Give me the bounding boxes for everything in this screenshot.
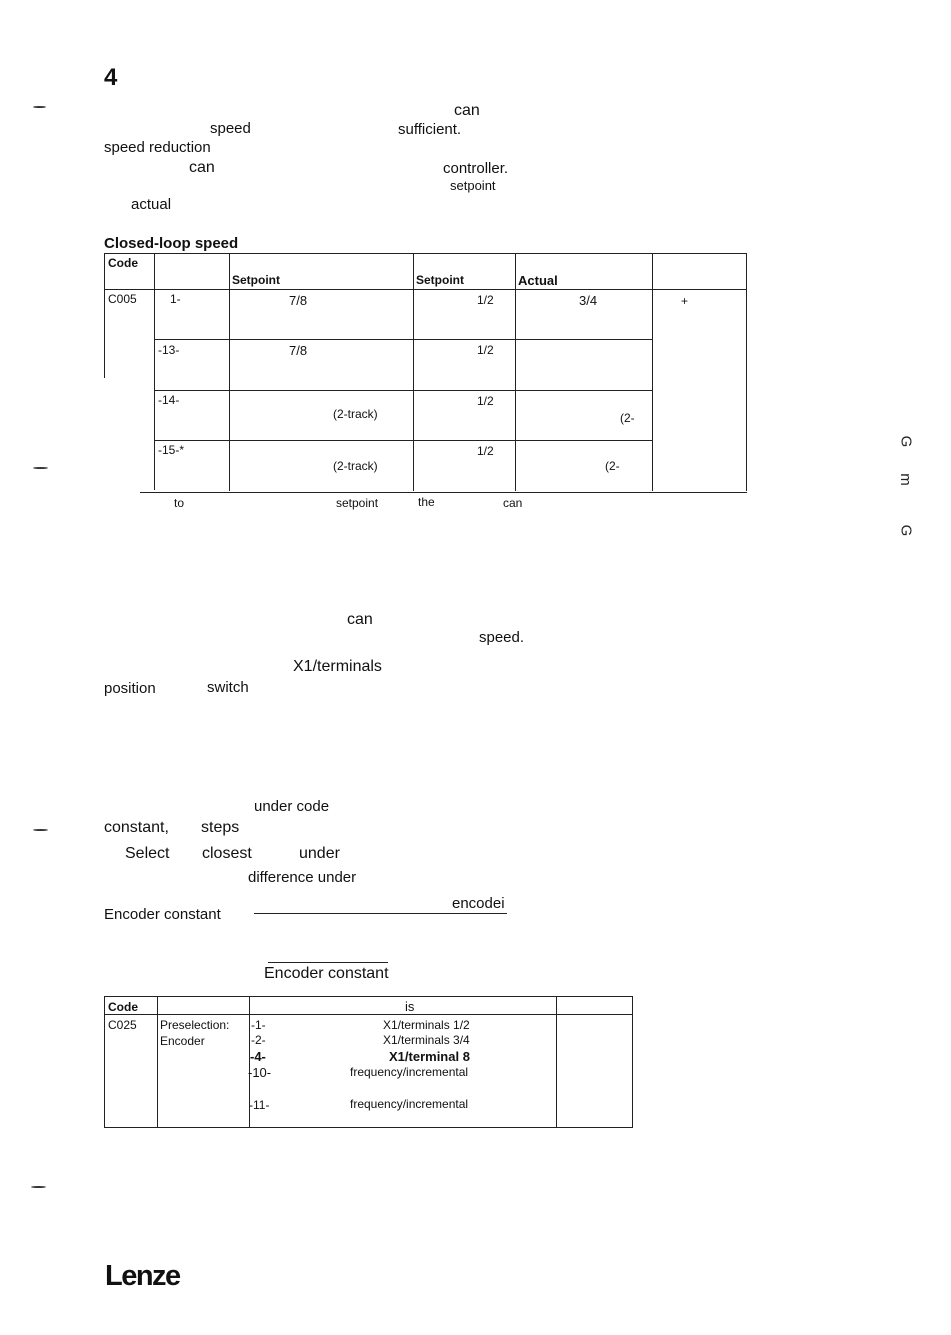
text-fragment: under (299, 845, 340, 862)
fraction-line (254, 913, 507, 914)
header-code: Code (108, 1000, 138, 1014)
header-is: is (405, 999, 415, 1014)
option-desc: X1/terminals 1/2 (383, 1018, 470, 1032)
cell: 7/8 (289, 293, 308, 308)
text-fragment: speed reduction (104, 139, 211, 156)
cell: (2-track) (333, 459, 378, 473)
side-mark: G (897, 524, 915, 537)
margin-mark (31, 1186, 46, 1188)
cell: (2- (620, 411, 635, 425)
option-desc: frequency/incremental (350, 1097, 469, 1111)
code-value: C025 (108, 1018, 137, 1032)
text-fragment: can (454, 102, 480, 119)
text-fragment: can (189, 159, 215, 176)
option-number: 1- (170, 292, 181, 306)
option-number: -4- (250, 1049, 266, 1064)
text-fragment: actual (131, 196, 172, 213)
margin-mark (33, 829, 48, 831)
option-desc: X1/terminals 3/4 (383, 1033, 470, 1047)
lenze-logo: Lenze (105, 1260, 180, 1292)
text-fragment: X1/terminals (293, 658, 382, 675)
table-title: Closed-loop speed (104, 235, 239, 252)
margin-mark (33, 106, 46, 108)
text-fragment: constant, (104, 819, 169, 836)
text-fragment: position (104, 680, 156, 697)
header-setpoint: Setpoint (416, 273, 464, 287)
text-fragment: Select (125, 845, 170, 862)
side-mark: G (897, 435, 915, 448)
row-label: Preselection: (160, 1018, 230, 1032)
text-fragment: Encoder constant (104, 906, 221, 923)
cell: 1/2 (477, 293, 494, 307)
text-fragment: steps (201, 819, 240, 836)
cell: + (681, 294, 689, 308)
text-fragment: difference under (248, 869, 357, 886)
cell: 7/8 (289, 343, 308, 358)
text-fragment: speed. (479, 629, 525, 646)
text-fragment: switch (207, 679, 249, 696)
header-setpoint: Setpoint (232, 273, 280, 287)
text-fragment: setpoint (450, 178, 496, 193)
text-fragment: Encoder constant (264, 965, 389, 982)
option-number: -15-* (158, 443, 185, 457)
option-desc: frequency/incremental (350, 1065, 469, 1079)
header-actual: Actual (518, 273, 558, 288)
option-number: -2- (251, 1033, 266, 1047)
footnote-fragment: setpoint (336, 496, 379, 510)
cell: 3/4 (579, 293, 598, 308)
page-number: 4 (104, 64, 118, 91)
cell: 1/2 (477, 394, 494, 408)
option-number: -1- (251, 1018, 266, 1032)
option-number: -13- (158, 343, 180, 357)
code-value: C005 (108, 292, 137, 306)
text-fragment: controller. (443, 160, 509, 177)
header-code: Code (108, 256, 138, 270)
option-number: -10- (248, 1065, 272, 1080)
cell: (2-track) (333, 407, 378, 421)
option-number: -11- (249, 1098, 270, 1112)
footnote-fragment: to (174, 496, 185, 510)
row-label: Encoder (160, 1034, 205, 1048)
text-fragment: speed (210, 120, 251, 137)
text-fragment: sufficient. (398, 121, 462, 138)
side-mark: m (896, 473, 914, 486)
cell: 1/2 (477, 343, 494, 357)
text-fragment: under code (254, 798, 330, 815)
option-desc: X1/terminal 8 (389, 1049, 470, 1064)
text-fragment: encodei (452, 895, 505, 912)
cell: 1/2 (477, 444, 494, 458)
option-number: -14- (158, 393, 180, 407)
cell: (2- (605, 459, 620, 473)
footnote-fragment: can (503, 496, 523, 510)
footnote-fragment: the (418, 495, 435, 509)
text-fragment: closest (202, 845, 252, 862)
text-fragment: can (347, 611, 373, 628)
fraction-line (268, 962, 388, 963)
margin-mark (33, 467, 48, 469)
